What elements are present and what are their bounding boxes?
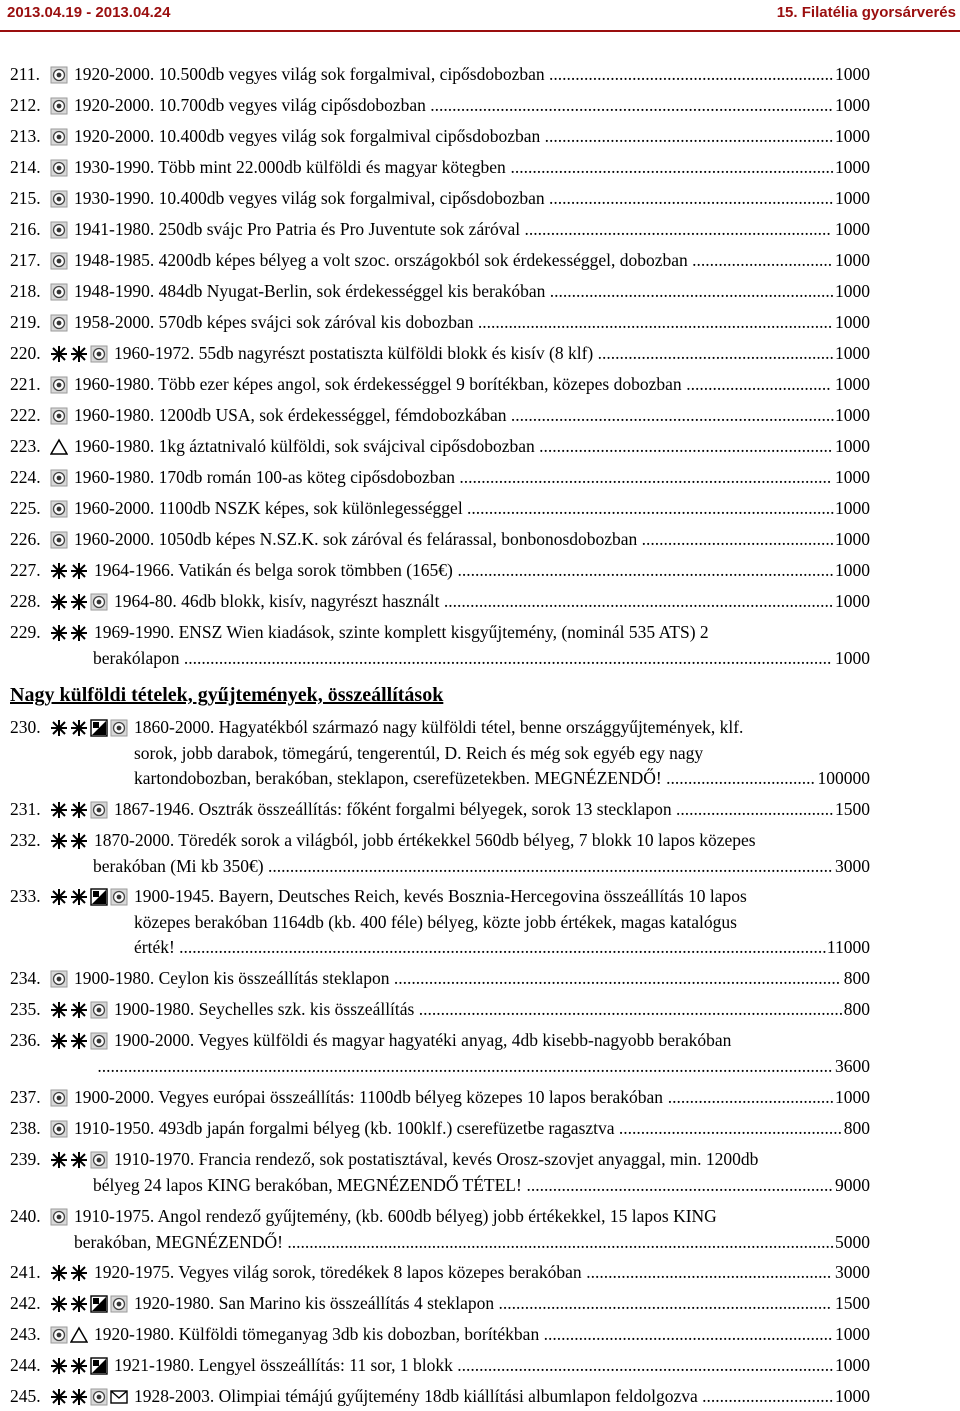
lot-description: 1960-2000. 1050db képes N.SZ.K. sok záróval és felárassal, bonbonosdobozban: [74, 529, 638, 549]
lot-description-cont: sorok, jobb darabok, tömegárú, tengerentúl, D. Reich és még sok egyéb egy nagy: [134, 742, 704, 763]
stamped-used-icon: [50, 252, 68, 270]
lot-description-cont: kartondobozban, berakóban, steklapon, cserefüzetekben. MEGNÉZENDŐ!: [134, 768, 662, 788]
lot-description: 1969-1990. ENSZ Wien kiadások, szinte komplett kisgyűjtemény, (nominál 535 ATS) 2: [94, 622, 709, 642]
lot-starting-price: 1000: [835, 374, 870, 394]
lot-condition-icons: [50, 1000, 108, 1020]
price-leader-dots: .........................................................................................: [443, 591, 834, 611]
lot-condition-icons: [50, 1031, 108, 1051]
stamped-used-icon: [50, 407, 68, 425]
lot-number: 224.: [10, 467, 41, 487]
lot-starting-price: 1000: [835, 467, 870, 487]
stamped-used-icon: [110, 888, 128, 906]
price-leader-dots: ..................................................................: [544, 126, 834, 146]
lot-number: 216.: [10, 219, 41, 239]
price-leader-dots: .................................................................................................................................: [267, 855, 833, 876]
mint-star-icon: [70, 888, 88, 906]
stamped-used-icon: [50, 66, 68, 84]
lot-number: 220.: [10, 343, 41, 363]
lot-description: 1870-2000. Töredék sorok a világból, jobb értékekkel 560db bélyeg, 7 blokk 10 lapos közepes: [94, 830, 756, 850]
lot-description: 1941-1980. 250db svájc Pro Patria és Pro Juventute sok záróval: [74, 219, 521, 239]
stamped-used-icon: [50, 500, 68, 518]
price-leader-dots: .................................: [686, 374, 831, 394]
lot-number: 212.: [10, 95, 41, 115]
lot-condition-icons: [50, 499, 68, 519]
lot-condition-icons: [50, 406, 68, 426]
lot-condition-icons: [50, 96, 68, 116]
lot-starting-price: 1000: [835, 343, 870, 363]
cover-envelope-icon: [110, 1388, 128, 1406]
price-leader-dots: ...................................................................: [539, 436, 833, 456]
lot-number: 225.: [10, 498, 41, 518]
mint-star-icon: [70, 1295, 88, 1313]
lot-starting-price: 1000: [835, 250, 870, 270]
stamped-used-icon: [110, 719, 128, 737]
stamped-used-icon: [90, 593, 108, 611]
lot-starting-price: 1000: [835, 1087, 870, 1107]
lot-description: 1948-1990. 484db Nyugat-Berlin, sok érdekességgel kis berakóban: [74, 281, 546, 301]
lot-number: 229.: [10, 622, 41, 642]
stamped-used-icon: [90, 345, 108, 363]
lot-starting-price: 1000: [835, 436, 870, 456]
lot-description: 1920-2000. 10.700db vegyes világ cipősdobozban: [74, 95, 426, 115]
stamped-used-icon: [50, 283, 68, 301]
mixed-triangle-icon: [70, 1326, 88, 1344]
mint-star-icon: [70, 593, 88, 611]
mint-star-icon: [50, 1264, 68, 1282]
price-leader-dots: ..........................................................................: [510, 405, 835, 425]
mint-star-icon: [50, 1151, 68, 1169]
lot-number: 219.: [10, 312, 41, 332]
lot-description: 1964-80. 46db blokk, kisív, nagyrészt használt: [114, 591, 440, 611]
lot-starting-price: 800: [843, 999, 870, 1019]
lot-starting-price: 800: [843, 968, 870, 988]
lot-number: 228.: [10, 591, 41, 611]
hinged-square-icon: [90, 1357, 108, 1375]
lot-condition-icons: [50, 800, 108, 820]
lot-condition-icons: [50, 561, 88, 581]
mint-star-icon: [50, 562, 68, 580]
lot-description: 1910-1970. Francia rendező, sok postatisztával, kevés Orosz-szovjet anyaggal, min. 1200db: [114, 1149, 759, 1169]
price-leader-dots: ....................................................................................: [467, 498, 835, 518]
lot-condition-icons: [50, 437, 68, 457]
lot-number: 214.: [10, 157, 41, 177]
lot-number: 226.: [10, 529, 41, 549]
catalog-title: 15. Filatélia gyorsárverés: [776, 4, 956, 21]
price-leader-dots: ...................................................: [618, 1118, 843, 1138]
lot-starting-price: 1000: [835, 281, 870, 301]
lot-number: 244.: [10, 1355, 41, 1375]
price-leader-dots: ............................................: [641, 529, 835, 549]
price-leader-dots: .................................................................................................: [418, 999, 844, 1019]
lot-description-cont: közepes berakóban 1164db (kb. 400 féle) bélyeg, közte jobb értékek, magas katalógus: [134, 911, 737, 932]
lot-starting-price: 1000: [835, 647, 870, 668]
lot-description: 1900-1980. Ceylon kis összeállítás steklapon: [74, 968, 390, 988]
price-leader-dots: .................................................................: [549, 64, 834, 84]
lot-number: 227.: [10, 560, 41, 580]
price-leader-dots: ................................: [692, 250, 833, 270]
price-leader-dots: ......................................................................: [524, 219, 831, 239]
stamped-used-icon: [50, 1089, 68, 1107]
lot-description: 1860-2000. Hagyatékból származó nagy külföldi tétel, benne országgyűjtemények, klf.: [134, 717, 744, 737]
mint-star-icon: [70, 1264, 88, 1282]
stamped-used-icon: [50, 314, 68, 332]
lot-starting-price: 1000: [835, 1324, 870, 1344]
price-leader-dots: .....................................................................................: [459, 467, 832, 487]
lot-starting-price: 1000: [835, 312, 870, 332]
lot-number: 241.: [10, 1262, 41, 1282]
lot-condition-icons: [50, 282, 68, 302]
lot-starting-price: 1000: [835, 157, 870, 177]
header-divider: [0, 30, 960, 32]
lot-description: 1910-1975. Angol rendező gyűjtemény, (kb. 600db bélyeg) jobb értékekkel, 15 lapos KING: [74, 1206, 717, 1226]
lot-starting-price: 1000: [835, 95, 870, 115]
lot-description: 1900-1945. Bayern, Deutsches Reich, kevés Bosznia-Hercegovina összeállítás 10 lapos: [134, 886, 747, 906]
lot-number: 213.: [10, 126, 41, 146]
stamped-used-icon: [50, 970, 68, 988]
mint-star-icon: [50, 801, 68, 819]
mint-star-icon: [70, 1032, 88, 1050]
lot-number: 242.: [10, 1293, 41, 1313]
lot-condition-icons: [50, 1356, 108, 1376]
lot-description: 1920-1980. Külföldi tömeganyag 3db kis dobozban, borítékban: [94, 1324, 540, 1344]
mint-star-icon: [50, 1001, 68, 1019]
lot-starting-price: 3000: [835, 1262, 870, 1282]
price-leader-dots: .............................................................................................................................: [287, 1231, 835, 1252]
stamped-used-icon: [50, 1208, 68, 1226]
lot-starting-price: 800: [843, 1118, 870, 1138]
lot-starting-price: 1000: [835, 219, 870, 239]
lot-number: 235.: [10, 999, 41, 1019]
lot-description: 1960-1972. 55db nagyrészt postatiszta külföldi blokk és kisív (8 klf): [114, 343, 594, 363]
lot-starting-price: 9000: [835, 1174, 870, 1195]
lot-condition-icons: [50, 718, 128, 738]
price-leader-dots: ........................................................................................................................................................................: [97, 1055, 833, 1076]
stamped-used-icon: [50, 376, 68, 394]
section-title: Nagy külföldi tételek, gyűjtemények, összeállítások: [10, 684, 444, 706]
stamped-used-icon: [50, 128, 68, 146]
price-leader-dots: ....................................................................................................................................................: [183, 647, 832, 668]
lot-number: 222.: [10, 405, 41, 425]
mint-star-icon: [70, 624, 88, 642]
stamped-used-icon: [90, 1388, 108, 1406]
date-range: 2013.04.19 - 2013.04.24: [7, 4, 171, 21]
lot-condition-icons: [50, 468, 68, 488]
lot-number: 239.: [10, 1149, 41, 1169]
stamped-used-icon: [90, 1151, 108, 1169]
lot-description: 1920-1975. Vegyes világ sorok, töredékek 8 lapos közepes berakóban: [94, 1262, 582, 1282]
lot-starting-price: 5000: [835, 1231, 870, 1252]
lot-condition-icons: [50, 530, 68, 550]
price-leader-dots: ......................................................................................................: [393, 968, 841, 988]
price-leader-dots: ..................................: [666, 768, 815, 788]
lot-description: 1960-1980. Több ezer képes angol, sok érdekességgel 9 borítékban, közepes dobozban: [74, 374, 682, 394]
lot-starting-price: 1000: [835, 64, 870, 84]
price-leader-dots: ....................................: [675, 799, 834, 819]
lot-starting-price: 1000: [835, 188, 870, 208]
lot-starting-price: 3000: [835, 855, 870, 876]
lot-condition-icons: [50, 1325, 88, 1345]
lot-condition-icons: [50, 158, 68, 178]
lot-description: 1960-1980. 170db román 100-as köteg cipősdobozban: [74, 467, 456, 487]
lot-description: 1867-1946. Osztrák összeállítás: főként forgalmi bélyegek, sorok 13 stecklapon: [114, 799, 672, 819]
mint-star-icon: [50, 593, 68, 611]
mint-star-icon: [50, 345, 68, 363]
lot-condition-icons: [50, 127, 68, 147]
lot-starting-price: 11000: [826, 937, 870, 957]
lot-number: 221.: [10, 374, 41, 394]
lot-starting-price: 1500: [835, 1293, 870, 1313]
stamped-used-icon: [50, 97, 68, 115]
lot-condition-icons: [50, 1387, 128, 1407]
lot-number: 223.: [10, 436, 41, 456]
stamped-used-icon: [50, 159, 68, 177]
lot-number: 238.: [10, 1118, 41, 1138]
lot-condition-icons: [50, 1294, 128, 1314]
lot-condition-icons: [50, 1088, 68, 1108]
mint-star-icon: [70, 1151, 88, 1169]
price-leader-dots: ......................................: [667, 1087, 834, 1107]
hinged-square-icon: [90, 888, 108, 906]
lot-starting-price: 1000: [835, 405, 870, 425]
lot-description-cont: bélyeg 24 lapos KING berakóban, MEGNÉZENDŐ TÉTEL!: [93, 1174, 522, 1195]
lot-description: 1920-2000. 10.400db vegyes világ sok forgalmival cipősdobozban: [74, 126, 541, 146]
lot-starting-price: 1000: [835, 529, 870, 549]
lot-condition-icons: [50, 969, 68, 989]
price-leader-dots: ..................................................................: [543, 1324, 833, 1344]
lot-description: 1930-1990. Több mint 22.000db külföldi és magyar kötegben: [74, 157, 506, 177]
lot-starting-price: 3600: [835, 1055, 870, 1076]
lot-description-cont: berakóban (Mi kb 350€): [93, 855, 264, 876]
lot-condition-icons: [50, 887, 128, 907]
price-leader-dots: ............................................................................................: [430, 95, 833, 115]
mixed-triangle-icon: [50, 438, 68, 456]
lot-description: 1921-1980. Lengyel összeállítás: 11 sor, 1 blokk: [114, 1355, 453, 1375]
stamped-used-icon: [90, 801, 108, 819]
price-leader-dots: .................................................................................: [477, 312, 833, 332]
lot-condition-icons: [50, 1263, 88, 1283]
lot-condition-icons: [50, 313, 68, 333]
stamped-used-icon: [90, 1001, 108, 1019]
lot-starting-price: 1000: [835, 126, 870, 146]
lot-condition-icons: [50, 831, 88, 851]
price-leader-dots: ......................................................: [597, 343, 834, 363]
mint-star-icon: [50, 719, 68, 737]
lot-condition-icons: [50, 375, 68, 395]
price-leader-dots: ......................................................................................: [457, 560, 834, 580]
lot-condition-icons: [50, 189, 68, 209]
lot-starting-price: 1000: [835, 591, 870, 611]
lot-number: 240.: [10, 1206, 41, 1226]
lot-condition-icons: [50, 65, 68, 85]
lot-number: 231.: [10, 799, 41, 819]
mint-star-icon: [50, 1032, 68, 1050]
lot-description: 1920-1980. San Marino kis összeállítás 4 steklapon: [134, 1293, 495, 1313]
stamped-used-icon: [50, 469, 68, 487]
lot-description: 1958-2000. 570db képes svájci sok záróval kis dobozban: [74, 312, 474, 332]
lot-description: 1910-1950. 493db japán forgalmi bélyeg (kb. 100klf.) cserefüzetbe ragasztva: [74, 1118, 615, 1138]
lot-starting-price: 1000: [835, 1386, 870, 1406]
stamped-used-icon: [50, 190, 68, 208]
lot-description: 1900-2000. Vegyes európai összeállítás: 1100db bélyeg közepes 10 lapos berakóban: [74, 1087, 664, 1107]
lot-description: 1930-1990. 10.400db vegyes világ sok forgalmival, cipősdobozban: [74, 188, 545, 208]
mint-star-icon: [70, 1388, 88, 1406]
lot-description: 1960-2000. 1100db NSZK képes, sok különlegességgel: [74, 498, 463, 518]
lot-starting-price: 1500: [835, 799, 870, 819]
mint-star-icon: [50, 832, 68, 850]
lot-condition-icons: [50, 1150, 108, 1170]
price-leader-dots: ....................................................................................................................................................: [179, 937, 827, 957]
lot-description-cont: érték!: [134, 937, 175, 957]
mint-star-icon: [50, 1357, 68, 1375]
lot-number: 230.: [10, 717, 41, 737]
lot-starting-price: 100000: [817, 768, 870, 788]
lot-condition-icons: [50, 592, 108, 612]
lot-starting-price: 1000: [835, 560, 870, 580]
price-leader-dots: ............................................................................: [498, 1293, 832, 1313]
mint-star-icon: [70, 1357, 88, 1375]
lot-condition-icons: [50, 1119, 68, 1139]
lot-condition-icons: [50, 251, 68, 271]
lot-number: 215.: [10, 188, 41, 208]
lot-number: 245.: [10, 1386, 41, 1406]
lot-starting-price: 1000: [835, 498, 870, 518]
price-leader-dots: ......................................................................: [526, 1174, 833, 1195]
lot-description: 1960-1980. 1200db USA, sok érdekességgel, fémdobozkában: [74, 405, 507, 425]
lot-number: 243.: [10, 1324, 41, 1344]
lot-starting-price: 1000: [835, 1355, 870, 1375]
price-leader-dots: ........................................................: [586, 1262, 832, 1282]
stamped-used-icon: [50, 1326, 68, 1344]
lot-number: 218.: [10, 281, 41, 301]
lot-description-cont: berakólapon: [93, 647, 180, 668]
lot-condition-icons: [50, 1207, 68, 1227]
lot-condition-icons: [50, 344, 108, 364]
hinged-square-icon: [90, 719, 108, 737]
lot-number: 217.: [10, 250, 41, 270]
lot-number: 237.: [10, 1087, 41, 1107]
lot-description: 1928-2003. Olimpiai témájú gyűjtemény 18db kiállítási albumlapon feldolgozva: [134, 1386, 698, 1406]
price-leader-dots: .................................................................: [549, 188, 834, 208]
mint-star-icon: [50, 1388, 68, 1406]
lot-description: 1948-1985. 4200db képes bélyeg a volt szoc. országokból sok érdekességgel, dobozban: [74, 250, 688, 270]
page-header: [0, 0, 960, 33]
stamped-used-icon: [90, 1032, 108, 1050]
stamped-used-icon: [50, 1120, 68, 1138]
mint-star-icon: [70, 1001, 88, 1019]
mint-star-icon: [70, 719, 88, 737]
lot-number: 233.: [10, 886, 41, 906]
lot-number: 234.: [10, 968, 41, 988]
lot-condition-icons: [50, 220, 68, 240]
hinged-square-icon: [90, 1295, 108, 1313]
price-leader-dots: ..............................: [702, 1386, 834, 1406]
stamped-used-icon: [50, 221, 68, 239]
stamped-used-icon: [110, 1295, 128, 1313]
lot-description: 1900-1980. Seychelles szk. kis összeállítás: [114, 999, 415, 1019]
lot-number: 236.: [10, 1030, 41, 1050]
price-leader-dots: ......................................................................................: [457, 1355, 834, 1375]
mint-star-icon: [50, 1295, 68, 1313]
mint-star-icon: [50, 624, 68, 642]
lot-description: 1964-1966. Vatikán és belga sorok tömbben (165€): [94, 560, 453, 580]
mint-star-icon: [70, 832, 88, 850]
lot-description-cont: berakóban, MEGNÉZENDŐ!: [74, 1231, 283, 1252]
lot-condition-icons: [50, 623, 88, 643]
price-leader-dots: .................................................................: [549, 281, 835, 301]
stamped-used-icon: [50, 531, 68, 549]
mint-star-icon: [70, 345, 88, 363]
lot-description: 1920-2000. 10.500db vegyes világ sok forgalmival, cipősdobozban: [74, 64, 545, 84]
lot-number: 211.: [10, 64, 40, 84]
lot-description: 1900-2000. Vegyes külföldi és magyar hagyatéki anyag, 4db kisebb-nagyobb berakóban: [114, 1030, 732, 1050]
mint-star-icon: [70, 562, 88, 580]
mint-star-icon: [70, 801, 88, 819]
mint-star-icon: [50, 888, 68, 906]
price-leader-dots: ..........................................................................: [510, 157, 835, 177]
lot-description: 1960-1980. 1kg áztatnivaló külföldi, sok svájcival cipősdobozban: [74, 436, 535, 456]
lot-number: 232.: [10, 830, 41, 850]
